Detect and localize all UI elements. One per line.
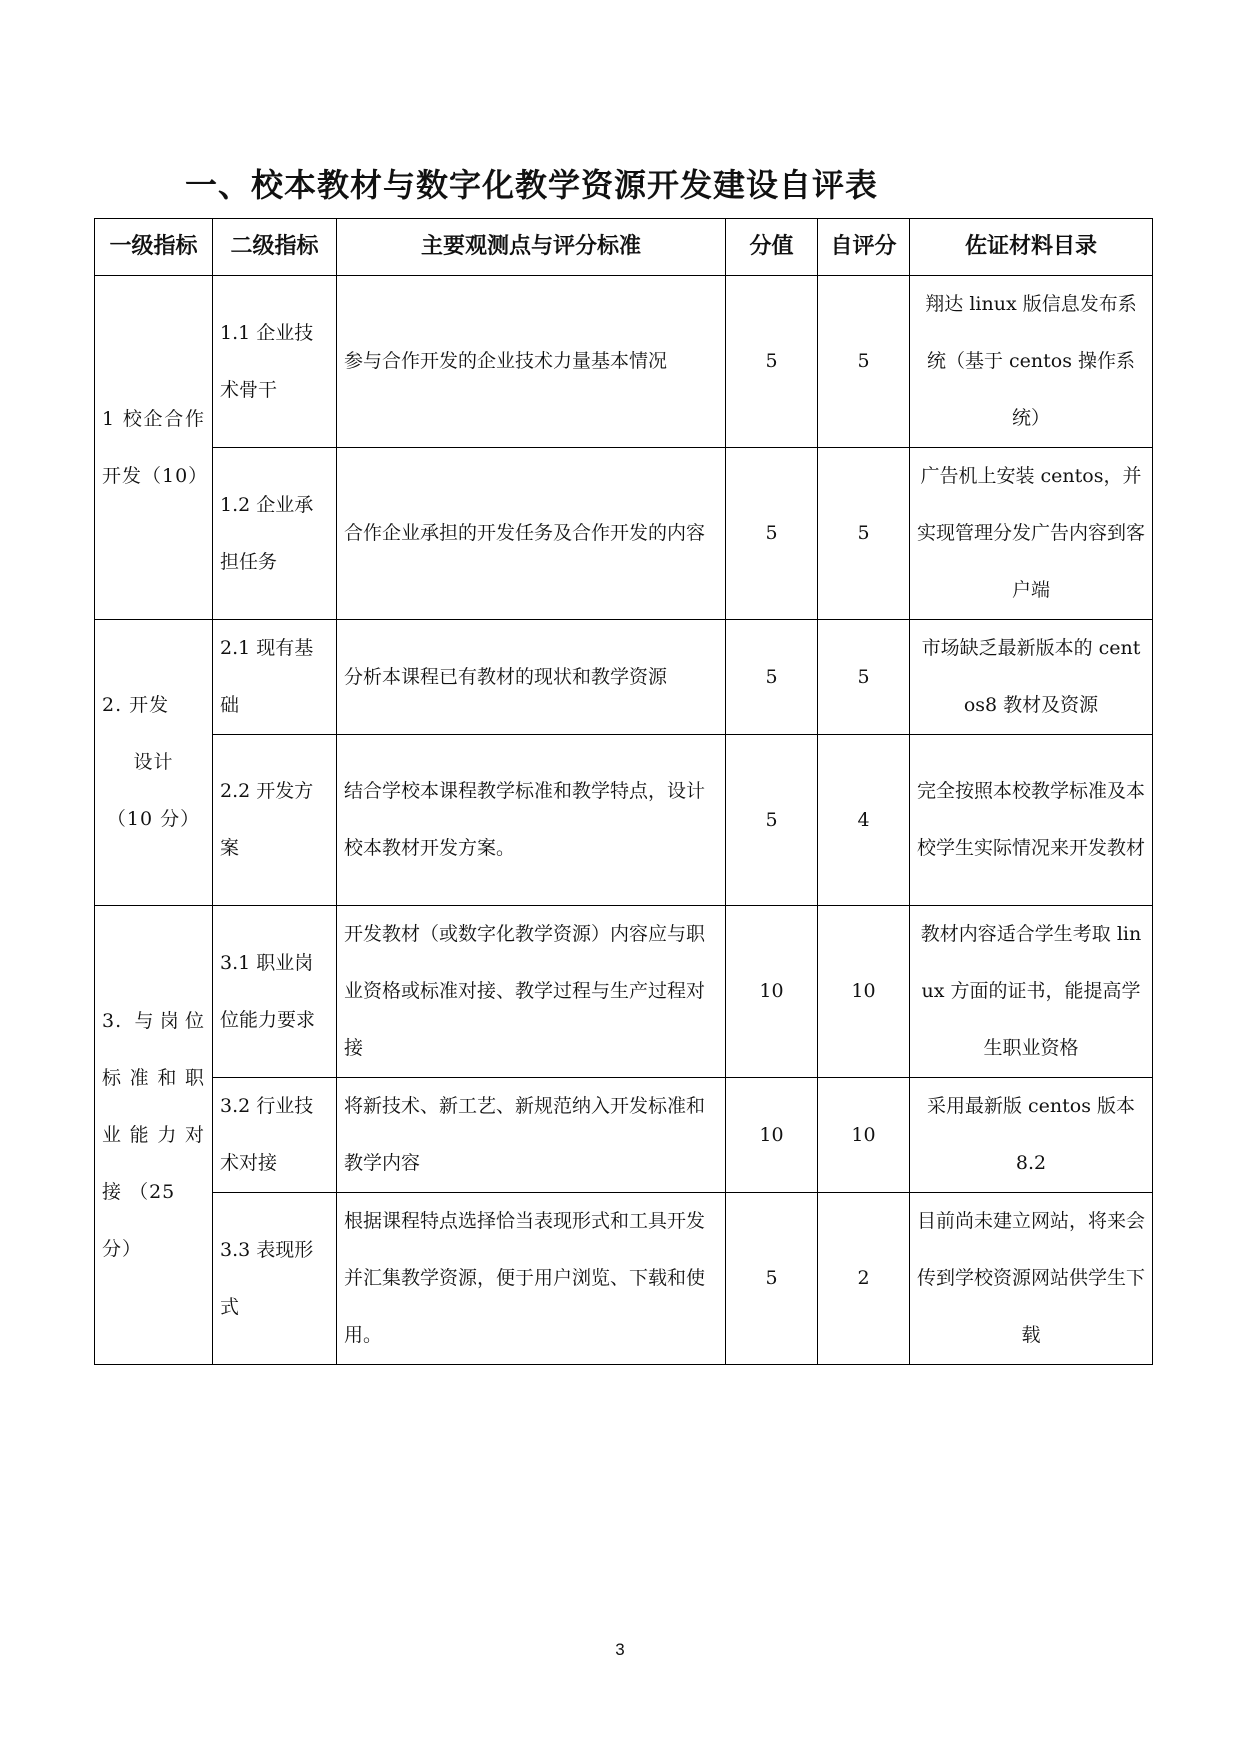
score-cell: 5 — [726, 735, 818, 906]
score-cell: 5 — [726, 276, 818, 448]
score-cell: 10 — [726, 906, 818, 1078]
evidence-cell: 教材内容适合学生考取 linux 方面的证书，能提高学生职业资格 — [910, 906, 1153, 1078]
evidence-cell: 翔达 linux 版信息发布系统（基于 centos 操作系统） — [910, 276, 1153, 448]
level2-cell: 3.2 行业技术对接 — [213, 1078, 337, 1193]
document-title: 一、校本教材与数字化教学资源开发建设自评表 — [185, 166, 879, 204]
criteria-cell: 将新技术、新工艺、新规范纳入开发标准和教学内容 — [337, 1078, 726, 1193]
table-row — [95, 448, 1153, 620]
self-evaluation-table — [94, 218, 1153, 1365]
criteria-cell: 开发教材（或数字化教学资源）内容应与职业资格或标准对接、教学过程与生产过程对接 — [337, 906, 726, 1078]
table-row — [95, 620, 1153, 735]
evidence-cell: 市场缺乏最新版本的 centos8 教材及资源 — [910, 620, 1153, 735]
level2-cell: 1.1 企业技术骨干 — [213, 276, 337, 448]
evidence-cell: 广告机上安装 centos，并实现管理分发广告内容到客户端 — [910, 448, 1153, 620]
self-score-cell: 5 — [818, 620, 910, 735]
level1-cell-group3: 3. 与岗位 标准和职 业能力对 接 （25 分） — [95, 906, 213, 1365]
level1-cell-group1: 1 校企合作 开发（10） — [95, 276, 213, 620]
header-score: 分值 — [726, 219, 818, 276]
table-row — [95, 906, 1153, 1078]
score-cell: 5 — [726, 620, 818, 735]
table-row — [95, 1078, 1153, 1193]
table-header-row — [95, 219, 1153, 276]
self-score-cell: 4 — [818, 735, 910, 906]
header-level1-indicator: 一级指标 — [95, 219, 213, 276]
score-cell: 5 — [726, 448, 818, 620]
level2-cell: 3.1 职业岗位能力要求 — [213, 906, 337, 1078]
header-self-score: 自评分 — [818, 219, 910, 276]
level1-cell-group2: 2. 开发 设计 （10 分） — [95, 620, 213, 906]
level2-cell: 1.2 企业承担任务 — [213, 448, 337, 620]
level2-cell: 2.2 开发方案 — [213, 735, 337, 906]
evidence-cell: 目前尚未建立网站，将来会传到学校资源网站供学生下载 — [910, 1193, 1153, 1365]
header-evidence: 佐证材料目录 — [910, 219, 1153, 276]
header-level2-indicator: 二级指标 — [213, 219, 337, 276]
criteria-cell: 参与合作开发的企业技术力量基本情况 — [337, 276, 726, 448]
table-row — [95, 1193, 1153, 1365]
score-cell: 5 — [726, 1193, 818, 1365]
criteria-cell: 合作企业承担的开发任务及合作开发的内容 — [337, 448, 726, 620]
evidence-cell: 采用最新版 centos 版本 8.2 — [910, 1078, 1153, 1193]
page-number: 3 — [615, 1640, 625, 1659]
self-score-cell: 5 — [818, 276, 910, 448]
criteria-cell: 根据课程特点选择恰当表现形式和工具开发并汇集教学资源，便于用户浏览、下载和使用。 — [337, 1193, 726, 1365]
level2-cell: 3.3 表现形式 — [213, 1193, 337, 1365]
criteria-cell: 结合学校本课程教学标准和教学特点，设计校本教材开发方案。 — [337, 735, 726, 906]
table-row — [95, 276, 1153, 448]
level2-cell: 2.1 现有基础 — [213, 620, 337, 735]
score-cell: 10 — [726, 1078, 818, 1193]
self-score-cell: 10 — [818, 906, 910, 1078]
evidence-cell: 完全按照本校教学标准及本校学生实际情况来开发教材 — [910, 735, 1153, 906]
header-criteria: 主要观测点与评分标准 — [337, 219, 726, 276]
criteria-cell: 分析本课程已有教材的现状和教学资源 — [337, 620, 726, 735]
self-score-cell: 2 — [818, 1193, 910, 1365]
self-score-cell: 10 — [818, 1078, 910, 1193]
table-row — [95, 735, 1153, 906]
self-score-cell: 5 — [818, 448, 910, 620]
